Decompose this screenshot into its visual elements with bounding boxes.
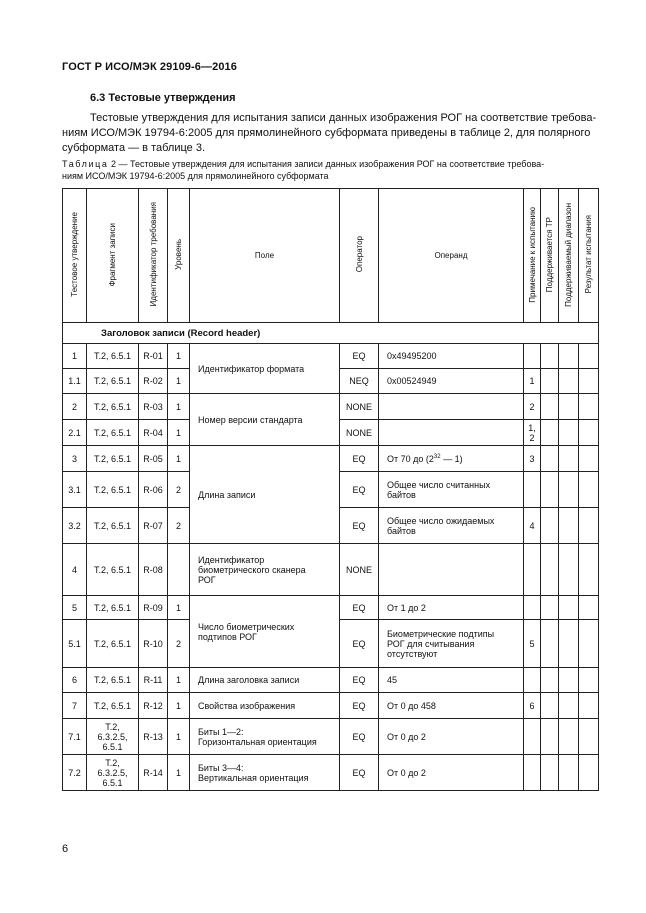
cell-note bbox=[524, 472, 541, 508]
cell-note bbox=[524, 755, 541, 791]
cell-field: Длина записи bbox=[190, 446, 340, 544]
cell-note: 6 bbox=[524, 693, 541, 719]
group-row bbox=[63, 323, 599, 344]
cell-empty bbox=[559, 668, 579, 693]
cell-empty bbox=[559, 544, 579, 596]
cell-empty bbox=[541, 596, 559, 620]
cell-empty bbox=[541, 508, 559, 544]
cell-empty bbox=[541, 344, 559, 369]
cell-operator: NONE bbox=[340, 544, 379, 596]
paragraph-line: ниям ИСО/МЭК 19794-6:2005 для прямолинейного субформата приведены в таблице 2, для полярного bbox=[62, 127, 591, 139]
cell-empty bbox=[559, 344, 579, 369]
cell-fragment: Т.2, 6.5.1 bbox=[87, 446, 139, 472]
cell-empty bbox=[559, 755, 579, 791]
cell-operand: Общее число ожидаемых байтов bbox=[379, 508, 524, 544]
cell-note bbox=[524, 344, 541, 369]
cell-field: Биты 3—4: Вертикальная ориентация bbox=[190, 755, 340, 791]
cell-note: 3 bbox=[524, 446, 541, 472]
cell-level: 1 bbox=[168, 596, 190, 620]
cell-id: 5 bbox=[63, 596, 87, 620]
cell-operand: От 0 до 458 bbox=[379, 693, 524, 719]
cell-operand: 0x00524949 bbox=[379, 369, 524, 394]
cell-level: 2 bbox=[168, 508, 190, 544]
cell-operator: EQ bbox=[340, 446, 379, 472]
table-row bbox=[63, 544, 599, 596]
cell-fragment: Т.2, 6.5.1 bbox=[87, 620, 139, 668]
cell-fragment: Т.2, 6.3.2.5, 6.5.1 bbox=[87, 755, 139, 791]
cell-level bbox=[168, 544, 190, 596]
cell-empty bbox=[541, 472, 559, 508]
cell-operator: NONE bbox=[340, 420, 379, 446]
cell-level: 1 bbox=[168, 369, 190, 394]
cell-field: Идентификатор формата bbox=[190, 344, 340, 394]
cell-empty bbox=[579, 420, 599, 446]
cell-operator: EQ bbox=[340, 693, 379, 719]
cell-requirement: R-09 bbox=[139, 596, 168, 620]
cell-operand bbox=[379, 420, 524, 446]
cell-field: Биты 1—2: Горизонтальная ориентация bbox=[190, 719, 340, 755]
caption-text: 2 — Тестовые утверждения для испытания записи данных изображения РОГ на соответствие требова- bbox=[108, 159, 545, 169]
cell-fragment: Т.2, 6.5.1 bbox=[87, 668, 139, 693]
cell-empty bbox=[559, 369, 579, 394]
table-caption bbox=[62, 158, 600, 182]
cell-fragment: Т.2, 6.5.1 bbox=[87, 420, 139, 446]
cell-empty bbox=[579, 369, 599, 394]
cell-fragment: Т.2, 6.5.1 bbox=[87, 544, 139, 596]
cell-empty bbox=[541, 446, 559, 472]
col-record-fragment: Фрагмент записи bbox=[87, 189, 139, 323]
cell-empty bbox=[559, 620, 579, 668]
cell-level: 2 bbox=[168, 620, 190, 668]
cell-operator: EQ bbox=[340, 719, 379, 755]
cell-note bbox=[524, 719, 541, 755]
cell-id: 3.1 bbox=[63, 472, 87, 508]
cell-operand: 45 bbox=[379, 668, 524, 693]
cell-empty bbox=[541, 420, 559, 446]
cell-id: 1.1 bbox=[63, 369, 87, 394]
cell-operand: От 0 до 2 bbox=[379, 719, 524, 755]
cell-operand: Общее число считанных байтов bbox=[379, 472, 524, 508]
cell-empty bbox=[579, 693, 599, 719]
cell-field: Число биометрических подтипов РОГ bbox=[190, 596, 340, 668]
caption-label: Таблица bbox=[62, 159, 109, 169]
table-row bbox=[63, 719, 599, 755]
table-row bbox=[63, 596, 599, 620]
cell-requirement: R-01 bbox=[139, 344, 168, 369]
cell-note: 1, 2 bbox=[524, 420, 541, 446]
paragraph-line: субформата — в таблице 3. bbox=[62, 142, 205, 154]
cell-note: 4 bbox=[524, 508, 541, 544]
cell-operand bbox=[379, 544, 524, 596]
cell-operand: Биометрические подтипы РОГ для считывания отсутствуют bbox=[379, 620, 524, 668]
cell-operator: NONE bbox=[340, 394, 379, 420]
cell-field: Длина заголовка записи bbox=[190, 668, 340, 693]
cell-empty bbox=[559, 719, 579, 755]
cell-fragment: Т.2, 6.5.1 bbox=[87, 369, 139, 394]
assertions-table bbox=[62, 188, 599, 791]
cell-id: 6 bbox=[63, 668, 87, 693]
cell-empty bbox=[559, 693, 579, 719]
cell-requirement: R-06 bbox=[139, 472, 168, 508]
cell-fragment: Т.2, 6.5.1 bbox=[87, 596, 139, 620]
col-supported-range: Поддерживаемый диапазон bbox=[559, 189, 579, 323]
document-header: ГОСТ Р ИСО/МЭК 29109-6—2016 bbox=[62, 61, 237, 73]
cell-note: 5 bbox=[524, 620, 541, 668]
cell-empty bbox=[541, 693, 559, 719]
cell-empty bbox=[559, 508, 579, 544]
cell-id: 2 bbox=[63, 394, 87, 420]
cell-operand: 0x49495200 bbox=[379, 344, 524, 369]
cell-level: 1 bbox=[168, 693, 190, 719]
cell-requirement: R-05 bbox=[139, 446, 168, 472]
cell-level: 1 bbox=[168, 394, 190, 420]
cell-operand: От 0 до 2 bbox=[379, 755, 524, 791]
cell-level: 1 bbox=[168, 755, 190, 791]
cell-empty bbox=[559, 394, 579, 420]
cell-requirement: R-14 bbox=[139, 755, 168, 791]
cell-empty bbox=[541, 755, 559, 791]
cell-requirement: R-04 bbox=[139, 420, 168, 446]
col-test-note: Примечание к испытанию bbox=[524, 189, 541, 323]
cell-requirement: R-02 bbox=[139, 369, 168, 394]
table-row bbox=[63, 668, 599, 693]
cell-operand bbox=[379, 394, 524, 420]
cell-empty bbox=[559, 596, 579, 620]
cell-requirement: R-08 bbox=[139, 544, 168, 596]
cell-empty bbox=[541, 668, 559, 693]
caption-text: ниям ИСО/МЭК 19794-6:2005 для прямолинейного субформата bbox=[62, 171, 329, 181]
cell-fragment: Т.2, 6.5.1 bbox=[87, 394, 139, 420]
cell-id: 3.2 bbox=[63, 508, 87, 544]
cell-operator: EQ bbox=[340, 668, 379, 693]
group-title: Заголовок записи (Record header) bbox=[63, 323, 599, 344]
cell-empty bbox=[579, 344, 599, 369]
cell-note bbox=[524, 544, 541, 596]
col-test-assertion: Тестовое утверждение bbox=[63, 189, 87, 323]
cell-operator: EQ bbox=[340, 344, 379, 369]
col-test-result: Результат испытания bbox=[579, 189, 599, 323]
cell-empty bbox=[579, 668, 599, 693]
cell-id: 7.1 bbox=[63, 719, 87, 755]
cell-empty bbox=[541, 394, 559, 420]
cell-empty bbox=[579, 620, 599, 668]
cell-id: 7.2 bbox=[63, 755, 87, 791]
cell-id: 3 bbox=[63, 446, 87, 472]
intro-paragraph bbox=[62, 111, 600, 156]
cell-fragment: Т.2, 6.5.1 bbox=[87, 508, 139, 544]
cell-requirement: R-03 bbox=[139, 394, 168, 420]
cell-level: 1 bbox=[168, 719, 190, 755]
cell-empty bbox=[541, 620, 559, 668]
cell-operator: EQ bbox=[340, 508, 379, 544]
cell-operator: EQ bbox=[340, 596, 379, 620]
cell-id: 1 bbox=[63, 344, 87, 369]
cell-operator: NEQ bbox=[340, 369, 379, 394]
page-number: 6 bbox=[62, 843, 69, 855]
cell-id: 2.1 bbox=[63, 420, 87, 446]
cell-field: Свойства изображения bbox=[190, 693, 340, 719]
cell-level: 1 bbox=[168, 344, 190, 369]
cell-empty bbox=[579, 446, 599, 472]
cell-id: 4 bbox=[63, 544, 87, 596]
cell-empty bbox=[579, 394, 599, 420]
cell-requirement: R-11 bbox=[139, 668, 168, 693]
table-row bbox=[63, 446, 599, 472]
cell-fragment: Т.2, 6.3.2.5, 6.5.1 bbox=[87, 719, 139, 755]
cell-empty bbox=[579, 544, 599, 596]
cell-empty bbox=[559, 420, 579, 446]
col-supported-tp: Поддерживается ТР bbox=[541, 189, 559, 323]
cell-field: Идентификатор биометрического сканера РОГ bbox=[190, 544, 340, 596]
col-requirement-id: Идентификатор требования bbox=[139, 189, 168, 323]
cell-operand: От 1 до 2 bbox=[379, 596, 524, 620]
cell-id: 5.1 bbox=[63, 620, 87, 668]
table-row bbox=[63, 344, 599, 369]
table-row bbox=[63, 755, 599, 791]
col-operator: Оператор bbox=[340, 189, 379, 323]
cell-note bbox=[524, 596, 541, 620]
cell-operand: От 70 до ($2^{32}$ — 1) bbox=[379, 446, 524, 472]
cell-empty bbox=[541, 719, 559, 755]
section-title: 6.3 Тестовые утверждения bbox=[90, 92, 236, 104]
table-row bbox=[63, 394, 599, 420]
cell-note bbox=[524, 668, 541, 693]
cell-note: 2 bbox=[524, 394, 541, 420]
cell-level: 1 bbox=[168, 420, 190, 446]
cell-empty bbox=[559, 472, 579, 508]
col-operand: Операнд bbox=[379, 189, 524, 323]
cell-fragment: Т.2, 6.5.1 bbox=[87, 344, 139, 369]
cell-fragment: Т.2, 6.5.1 bbox=[87, 693, 139, 719]
cell-empty bbox=[579, 719, 599, 755]
cell-requirement: R-07 bbox=[139, 508, 168, 544]
cell-id: 7 bbox=[63, 693, 87, 719]
cell-level: 2 bbox=[168, 472, 190, 508]
cell-empty bbox=[579, 596, 599, 620]
cell-operator: EQ bbox=[340, 620, 379, 668]
table-header-row bbox=[63, 189, 599, 323]
cell-operator: EQ bbox=[340, 755, 379, 791]
cell-empty bbox=[541, 544, 559, 596]
cell-requirement: R-13 bbox=[139, 719, 168, 755]
cell-empty bbox=[541, 369, 559, 394]
paragraph-line: Тестовые утверждения для испытания записи данных изображения РОГ на соответствие требова- bbox=[90, 112, 597, 124]
cell-requirement: R-12 bbox=[139, 693, 168, 719]
cell-empty bbox=[579, 755, 599, 791]
cell-note: 1 bbox=[524, 369, 541, 394]
cell-level: 1 bbox=[168, 668, 190, 693]
cell-empty bbox=[559, 446, 579, 472]
col-field: Поле bbox=[190, 189, 340, 323]
cell-operator: EQ bbox=[340, 472, 379, 508]
col-level: Уровень bbox=[168, 189, 190, 323]
cell-requirement: R-10 bbox=[139, 620, 168, 668]
table-row bbox=[63, 693, 599, 719]
cell-empty bbox=[579, 508, 599, 544]
cell-fragment: Т.2, 6.5.1 bbox=[87, 472, 139, 508]
cell-level: 1 bbox=[168, 446, 190, 472]
cell-field: Номер версии стандарта bbox=[190, 394, 340, 446]
cell-empty bbox=[579, 472, 599, 508]
